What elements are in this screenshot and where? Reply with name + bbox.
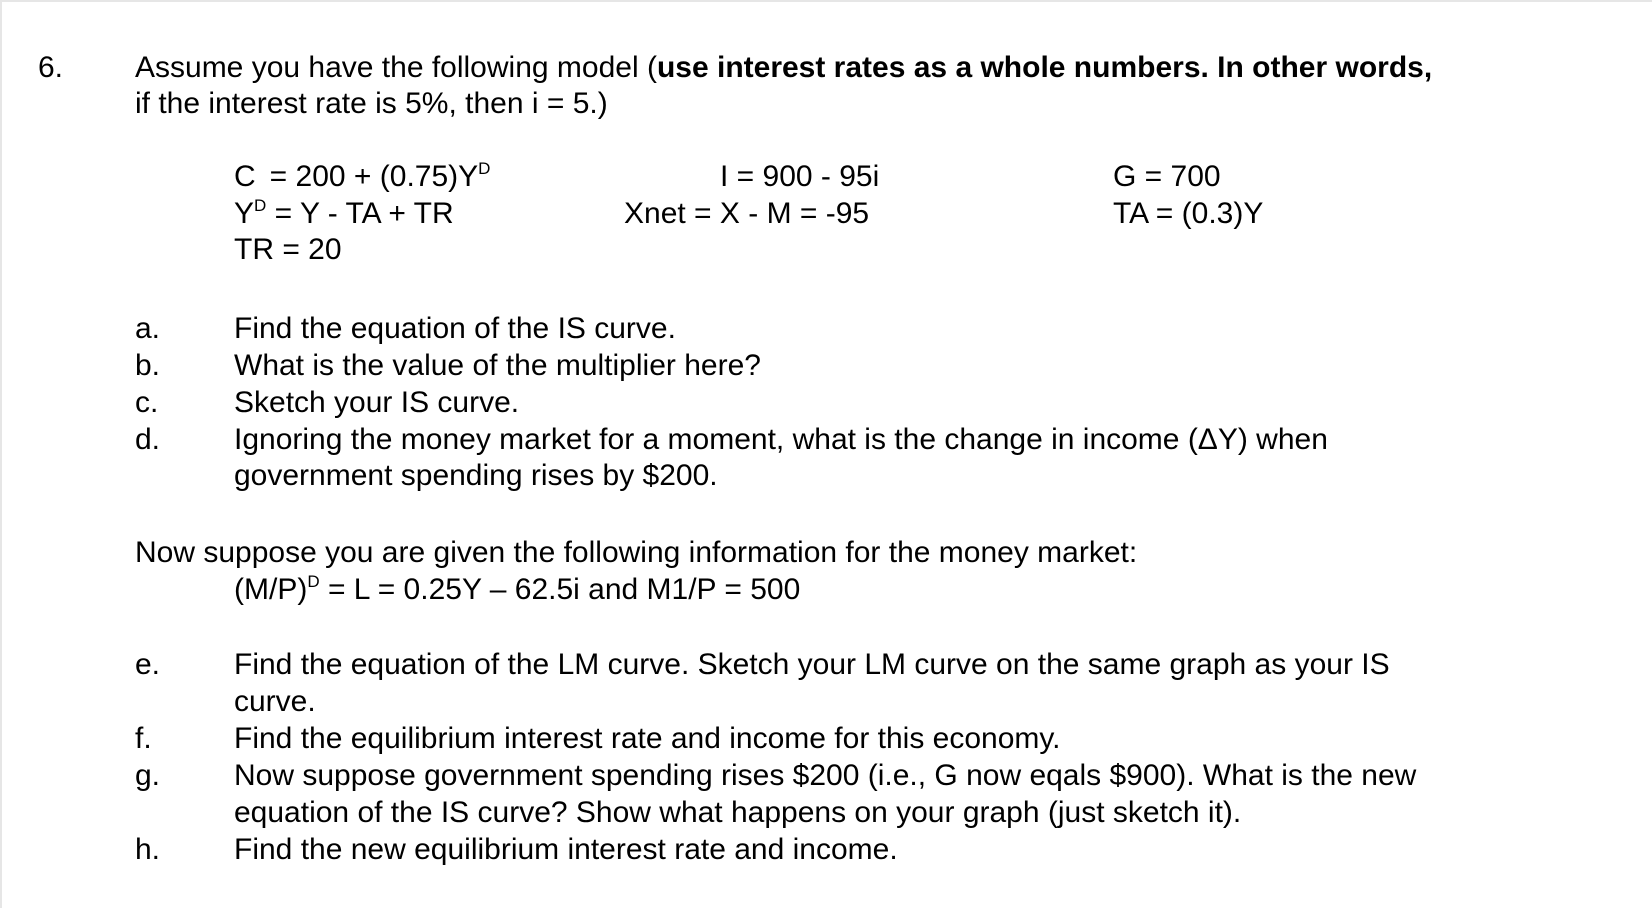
part-d-text-line-1: Ignoring the money market for a moment, what is the change in income (ΔY) when [234,423,1328,456]
part-a-label: a. [135,312,161,345]
government-spending-equation: G = 700 [1113,160,1221,193]
net-exports-equation: Xnet = X - M = -95 [624,197,870,230]
part-h-label: h. [135,833,161,866]
consumption-equation [234,159,490,195]
part-h-text: Find the new equilibrium interest rate and income. [234,833,898,866]
page-left-border [0,0,2,908]
transfers-equation: TR = 20 [234,233,342,266]
money-demand-superscript: D [307,572,320,591]
part-e-text-line-1: Find the equation of the LM curve. Sketch your LM curve on the same graph as your IS [234,648,1390,681]
money-market-intro: Now suppose you are given the following information for the money market: [135,536,1138,569]
money-demand-lhs: (M/P) [234,573,308,606]
consumption-rhs: = 200 + (0.75)Y [269,160,479,193]
question-intro-line-1 [135,50,1432,86]
money-market-rhs: = L = 0.25Y – 62.5i and M1/P = 500 [319,573,801,606]
part-f-text: Find the equilibrium interest rate and income for this economy. [234,722,1061,755]
consumption-superscript: D [478,159,491,178]
part-b-label: b. [135,349,161,382]
consumption-lhs: C [234,160,256,193]
part-b-text: What is the value of the multiplier here? [234,349,761,382]
part-a-text: Find the equation of the IS curve. [234,312,676,345]
question-intro-bold: use interest rates as a whole numbers. In other words, [656,51,1433,84]
taxes-equation: TA = (0.3)Y [1113,197,1264,230]
question-intro-plain: Assume you have the following model ( [135,51,657,84]
page-top-border [0,0,1652,2]
part-c-label: c. [135,386,159,419]
part-e-label: e. [135,648,161,681]
money-market-equation [234,572,800,608]
investment-equation: I = 900 - 95i [720,160,880,193]
part-c-text: Sketch your IS curve. [234,386,520,419]
disposable-income-lhs: Y [234,197,255,230]
disposable-income-superscript: D [254,196,267,215]
part-d-label: d. [135,423,161,456]
question-number: 6. [38,51,64,84]
question-intro-line-2: if the interest rate is 5%, then i = 5.) [135,87,608,120]
part-g-text-line-2: equation of the IS curve? Show what happens on your graph (just sketch it). [234,796,1242,829]
part-g-text-line-1: Now suppose government spending rises $200 (i.e., G now eqals $900). What is the new [234,759,1417,792]
part-d-text-line-2: government spending rises by $200. [234,459,718,492]
part-f-label: f. [135,722,152,755]
disposable-income-rhs: = Y - TA + TR [266,197,454,230]
part-g-label: g. [135,759,161,792]
disposable-income-equation [234,196,454,232]
part-e-text-line-2: curve. [234,685,316,718]
